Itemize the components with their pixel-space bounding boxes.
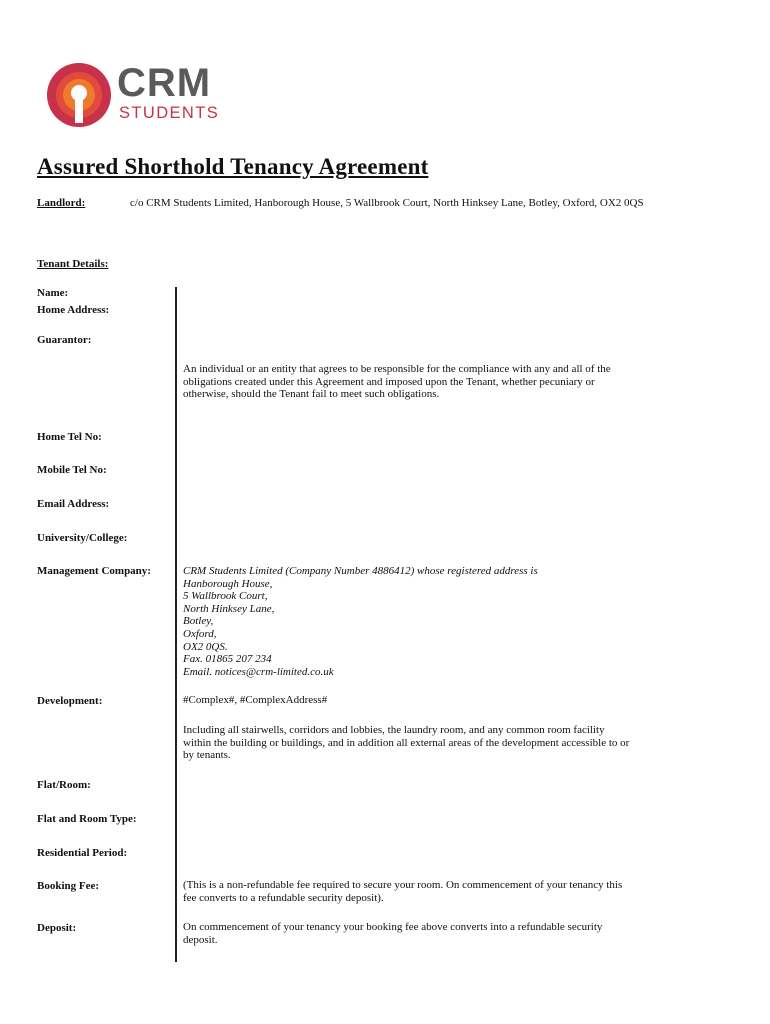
deposit-description: On commencement of your tenancy your booking fee above converts into a refundable security deposit. [183, 921, 603, 946]
logo-wordmark: CRM [117, 61, 212, 105]
management-line: Hanborough House, [183, 577, 273, 590]
booking-fee-label: Booking Fee: [37, 880, 100, 892]
management-company-details [183, 565, 633, 678]
flat-room-label: Flat/Room: [37, 779, 91, 791]
management-line: Botley, [183, 615, 214, 628]
guarantor-description: An individual or an entity that agrees to be responsible for the compliance with any and all of the obligations created under this Agreement and imposed upon the Tenant, whether pecuniary or otherwise, should the Tenant fail to meet such obligations. [183, 363, 611, 401]
home-tel-label: Home Tel No: [37, 431, 102, 443]
management-line: North Hinksey Lane, [183, 602, 275, 615]
landlord-address: c/o CRM Students Limited, Hanborough House, 5 Wallbrook Court, North Hinksey Lane, Botley, Oxford, OX2 0QS [130, 197, 644, 209]
university-label: University/College: [37, 532, 128, 544]
email-address-label: Email Address: [37, 498, 110, 510]
management-company-label: Management Company: [37, 565, 151, 577]
landlord-label: Landlord: [37, 197, 86, 209]
flat-room-type-label: Flat and Room Type: [37, 813, 137, 825]
management-line: CRM Students Limited (Company Number 4886412) whose registered address is [183, 565, 538, 577]
development-label: Development: [37, 695, 103, 707]
mobile-tel-label: Mobile Tel No: [37, 464, 107, 476]
development-value: #Complex#, #ComplexAddress# [183, 694, 328, 706]
development-description: Including all stairwells, corridors and lobbies, the laundry room, and any common room facility within the building or buildings, and in addition all external areas of the development accessible to or by tenants. [183, 724, 630, 762]
crm-logo-mark-icon [46, 62, 112, 128]
management-line: OX2 0QS. [183, 640, 228, 653]
deposit-label: Deposit: [37, 922, 77, 934]
logo-subtitle: STUDENTS [119, 104, 220, 122]
residential-period-label: Residential Period: [37, 847, 128, 859]
name-label: Name: [37, 287, 69, 299]
management-line: Email. notices@crm-limited.co.uk [183, 665, 334, 678]
booking-fee-description: (This is a non-refundable fee required to secure your room. On commencement of your tenancy this fee converts to a refundable security deposit). [183, 879, 623, 904]
guarantor-label: Guarantor: [37, 334, 92, 346]
crm-students-logo [46, 62, 226, 128]
management-line: 5 Wallbrook Court, [183, 590, 268, 603]
document-title: Assured Shorthold Tenancy Agreement [37, 154, 429, 179]
management-line: Fax. 01865 207 234 [183, 653, 272, 666]
management-line: Oxford, [183, 627, 217, 640]
column-divider [175, 287, 177, 962]
tenant-details-heading: Tenant Details: [37, 258, 109, 270]
home-address-label: Home Address: [37, 304, 110, 316]
